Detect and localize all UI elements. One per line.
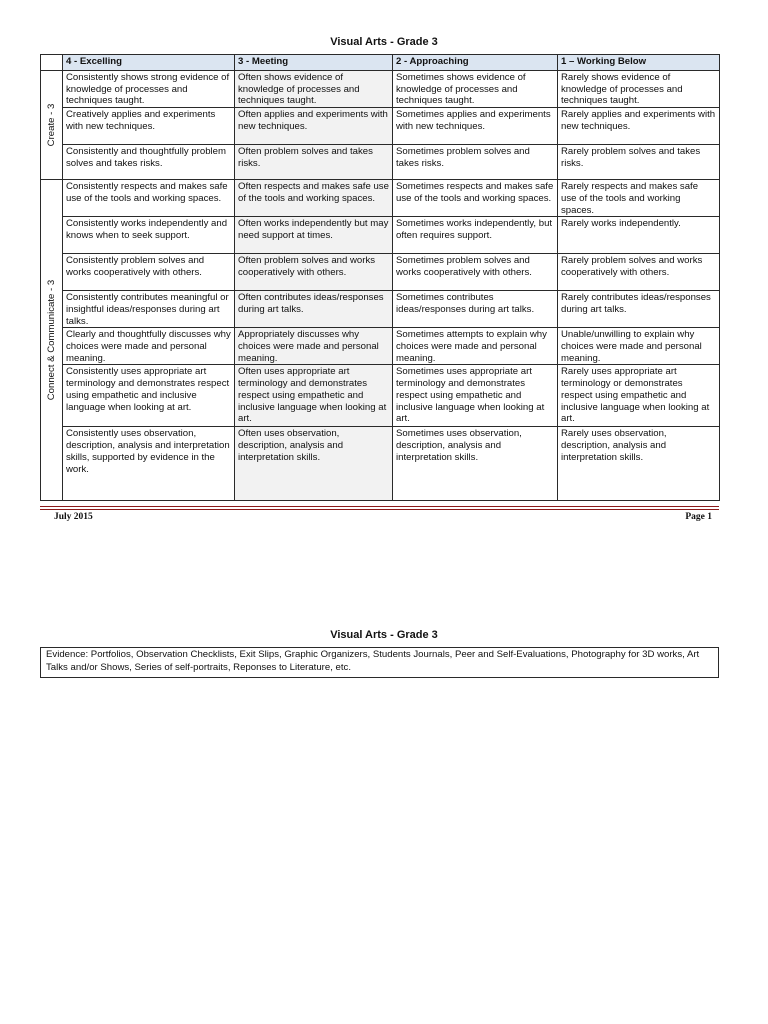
- cell-excelling: Consistently and thoughtfully problem solves and takes risks.: [63, 145, 235, 180]
- cell-excelling: Consistently contributes meaningful or insightful ideas/responses during art talks.: [63, 291, 235, 328]
- header-working-below: 1 – Working Below: [558, 55, 720, 71]
- footer-divider: [40, 509, 719, 510]
- cell-working-below: Unable/unwilling to explain why choices were made and personal meaning.: [558, 328, 720, 365]
- cell-working-below: Rarely works independently.: [558, 217, 720, 254]
- cell-approaching: Sometimes attempts to explain why choices were made and personal meaning.: [393, 328, 558, 365]
- cell-working-below: Rarely shows evidence of knowledge of processes and techniques taught.: [558, 71, 720, 108]
- cell-working-below: Rarely contributes ideas/responses during art talks.: [558, 291, 720, 328]
- category-label: Connect & Communicate - 3: [45, 280, 57, 401]
- rubric-table: [40, 54, 720, 501]
- cell-excelling: Creatively applies and experiments with new techniques.: [63, 108, 235, 145]
- category-label: Create - 3: [45, 103, 57, 147]
- cell-approaching: Sometimes respects and makes safe use of the tools and working spaces.: [393, 180, 558, 217]
- cell-meeting: Often uses appropriate art terminology and demonstrates respect using empathetic and inclusive language when looking at art.: [235, 365, 393, 427]
- table-row: [41, 328, 720, 365]
- cell-meeting: Often problem solves and takes risks.: [235, 145, 393, 180]
- page2-title: Visual Arts - Grade 3: [330, 629, 438, 641]
- cell-excelling: Consistently shows strong evidence of knowledge of processes and techniques taught.: [63, 71, 235, 108]
- footer-date: July 2015: [54, 512, 93, 522]
- cell-working-below: Rarely applies and experiments with new techniques.: [558, 108, 720, 145]
- cell-working-below: Rarely uses observation, description, analysis and interpretation skills.: [558, 427, 720, 501]
- page-title: Visual Arts - Grade 3: [330, 36, 438, 48]
- footer-divider: [40, 506, 719, 507]
- cell-approaching: Sometimes works independently, but often requires support.: [393, 217, 558, 254]
- cell-excelling: Consistently works independently and knows when to seek support.: [63, 217, 235, 254]
- header-approaching: 2 - Approaching: [393, 55, 558, 71]
- cell-approaching: Sometimes contributes ideas/responses during art talks.: [393, 291, 558, 328]
- cell-working-below: Rarely respects and makes safe use of the tools and working spaces.: [558, 180, 720, 217]
- cell-approaching: Sometimes applies and experiments with new techniques.: [393, 108, 558, 145]
- cell-meeting: Appropriately discusses why choices were made and personal meaning.: [235, 328, 393, 365]
- cell-excelling: Consistently respects and makes safe use of the tools and working spaces.: [63, 180, 235, 217]
- cell-excelling: Consistently uses appropriate art terminology and demonstrates respect using empathetic and inclusive language when looking at art.: [63, 365, 235, 427]
- table-row: [41, 254, 720, 291]
- cell-meeting: Often contributes ideas/responses during art talks.: [235, 291, 393, 328]
- category-connect-communicate: [41, 180, 63, 501]
- cell-approaching: Sometimes shows evidence of knowledge of processes and techniques taught.: [393, 71, 558, 108]
- table-row: [41, 217, 720, 254]
- table-row: [41, 291, 720, 328]
- category-create: [41, 71, 63, 180]
- cell-excelling: Clearly and thoughtfully discusses why choices were made and personal meaning.: [63, 328, 235, 365]
- cell-meeting: Often uses observation, description, analysis and interpretation skills.: [235, 427, 393, 501]
- header-excelling: 4 - Excelling: [63, 55, 235, 71]
- cell-working-below: Rarely problem solves and takes risks.: [558, 145, 720, 180]
- table-row: [41, 71, 720, 108]
- table-row: [41, 427, 720, 501]
- footer-page-number: Page 1: [685, 512, 712, 522]
- evidence-box: Evidence: Portfolios, Observation Checklists, Exit Slips, Graphic Organizers, Students Journals, Peer and Self-Evaluations, Photography for 3D works, Art Talks and/or Shows, Series of self-portraits, Reponses to Literature, etc.: [40, 647, 719, 678]
- cell-approaching: Sometimes problem solves and works cooperatively with others.: [393, 254, 558, 291]
- cell-working-below: Rarely problem solves and works cooperatively with others.: [558, 254, 720, 291]
- cell-meeting: Often works independently but may need support at times.: [235, 217, 393, 254]
- cell-meeting: Often shows evidence of knowledge of processes and techniques taught.: [235, 71, 393, 108]
- cell-working-below: Rarely uses appropriate art terminology or demonstrates respect using empathetic and inclusive language when looking at art.: [558, 365, 720, 427]
- cell-meeting: Often applies and experiments with new techniques.: [235, 108, 393, 145]
- cell-meeting: Often problem solves and works cooperatively with others.: [235, 254, 393, 291]
- cell-excelling: Consistently uses observation, description, analysis and interpretation skills, supported by evidence in the work.: [63, 427, 235, 501]
- cell-approaching: Sometimes uses observation, description, analysis and interpretation skills.: [393, 427, 558, 501]
- cell-meeting: Often respects and makes safe use of the tools and working spaces.: [235, 180, 393, 217]
- cell-excelling: Consistently problem solves and works cooperatively with others.: [63, 254, 235, 291]
- table-row: [41, 145, 720, 180]
- cell-approaching: Sometimes problem solves and takes risks.: [393, 145, 558, 180]
- header-row: [41, 55, 720, 71]
- header-meeting: 3 - Meeting: [235, 55, 393, 71]
- table-row: [41, 365, 720, 427]
- header-corner: [41, 55, 63, 71]
- table-row: [41, 180, 720, 217]
- table-row: [41, 108, 720, 145]
- cell-approaching: Sometimes uses appropriate art terminology and demonstrates respect using empathetic and inclusive language when looking at art.: [393, 365, 558, 427]
